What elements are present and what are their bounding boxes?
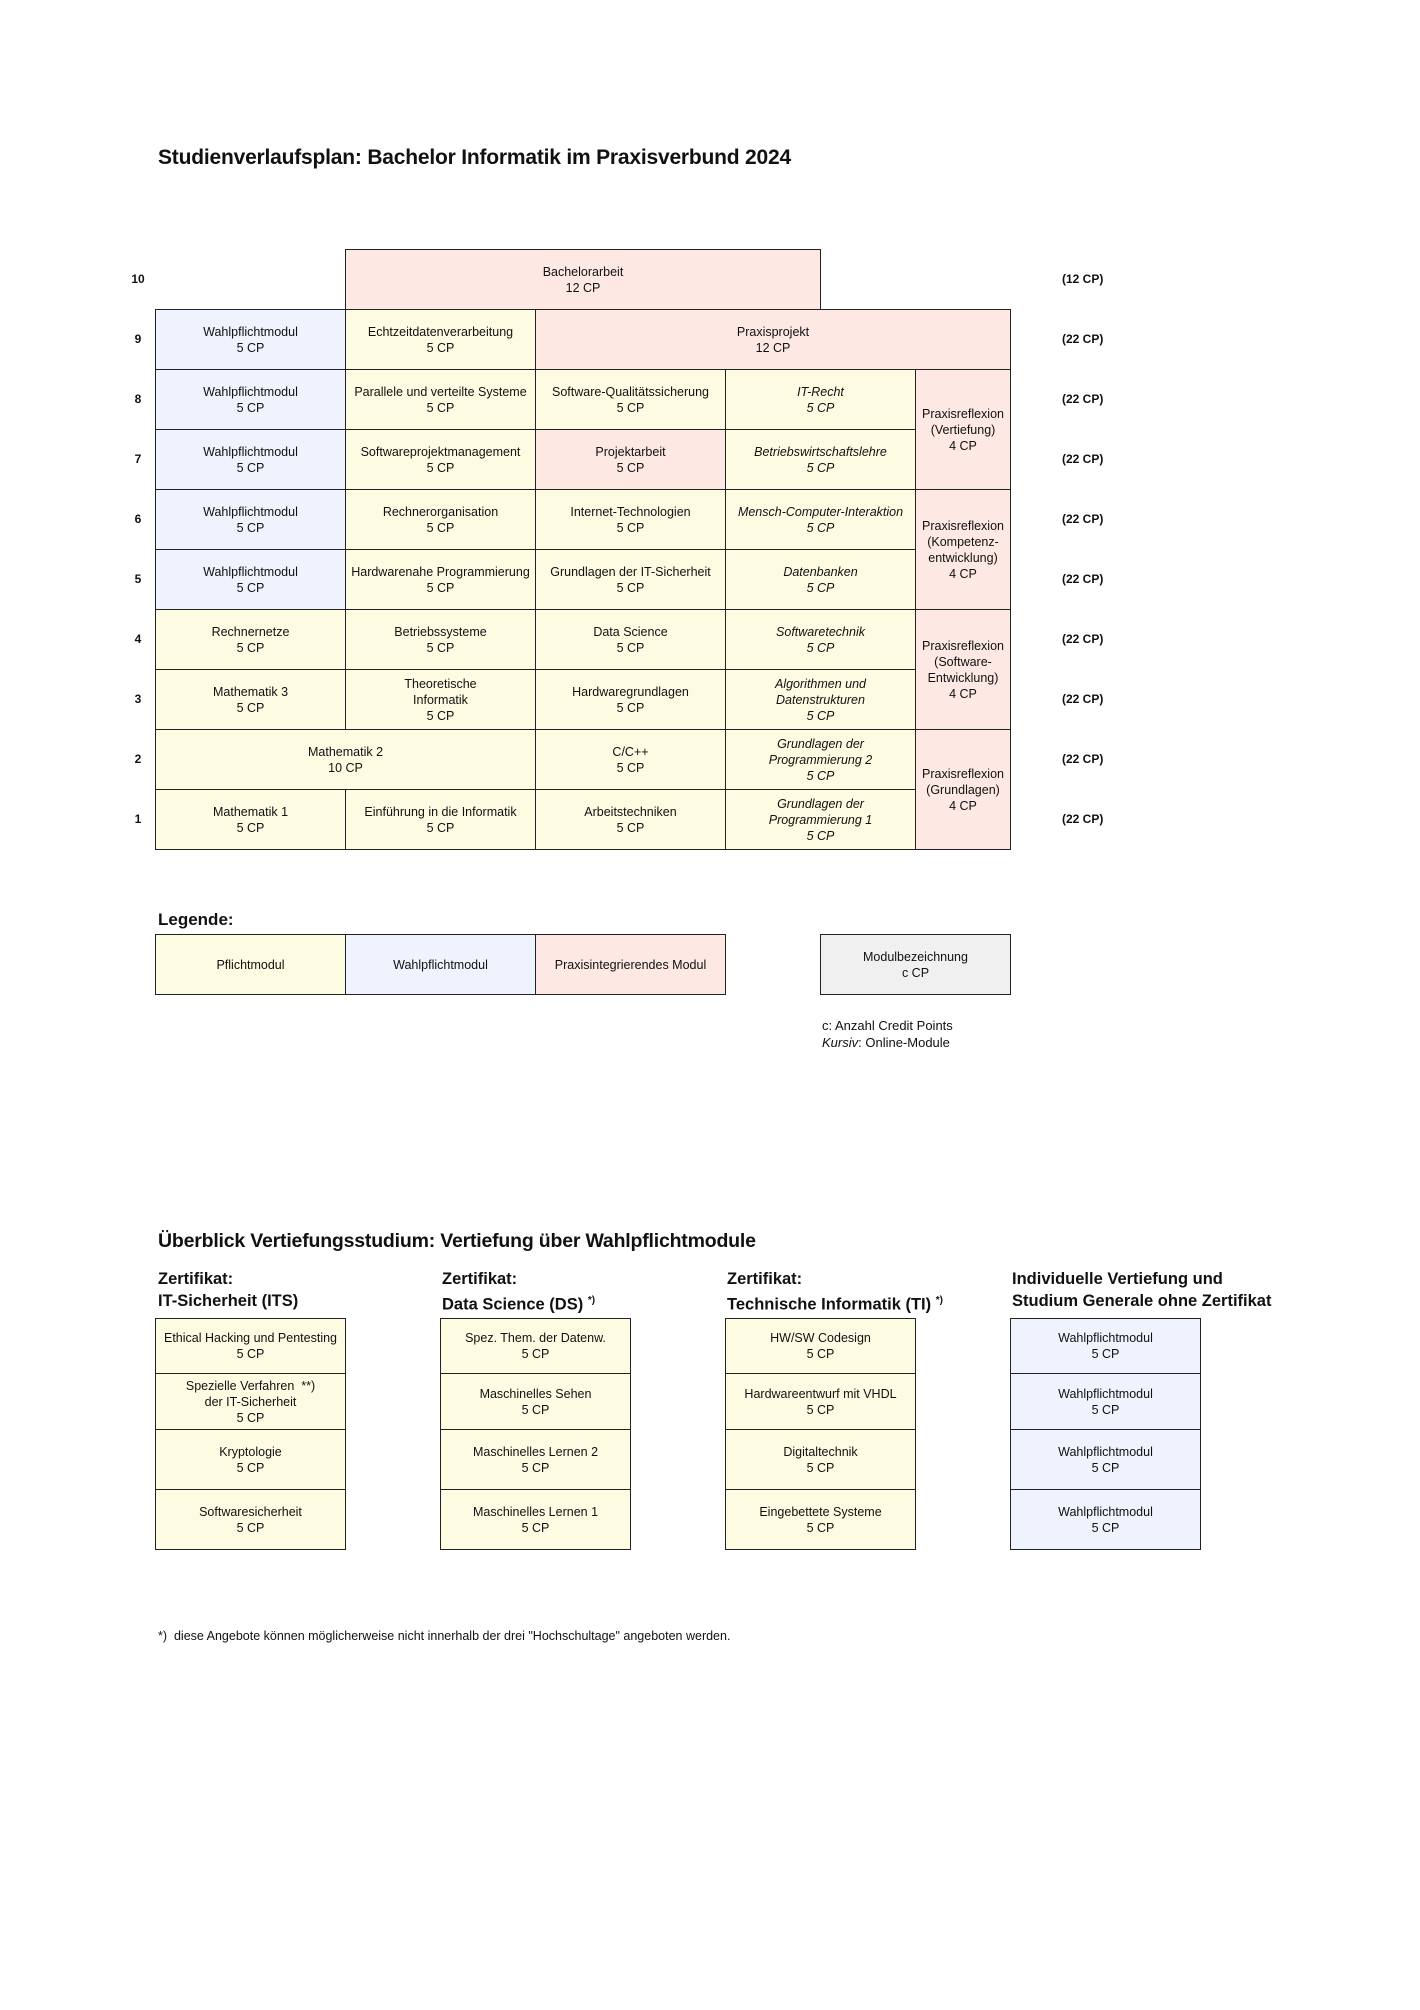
module-kryptologie	[155, 1429, 346, 1490]
module-rechnernetze	[155, 609, 346, 670]
module-cp: 5 CP	[806, 400, 835, 415]
module-grundlagen-it-sicherheit	[535, 549, 726, 610]
cert-header-ds	[442, 1268, 595, 1316]
module-cp: 5 CP	[236, 400, 265, 415]
cert-header-line: Individuelle Vertiefung und	[1012, 1270, 1223, 1288]
module-name: Praxisreflexion	[922, 638, 1004, 653]
semester-number: 4	[134, 632, 142, 646]
module-name: Wahlpflichtmodul	[203, 324, 298, 339]
module-name: Entwicklung)	[927, 670, 999, 685]
cert-header-line: Zertifikat:	[442, 1270, 518, 1288]
module-name: IT-Recht	[797, 384, 844, 399]
module-cp: 5 CP	[426, 820, 455, 835]
cert-header-individuell	[1012, 1268, 1271, 1312]
module-cp: 5 CP	[806, 708, 835, 723]
module-maschinelles-lernen-1	[440, 1489, 631, 1550]
semester-number: 3	[134, 692, 142, 706]
module-mathematik-1	[155, 789, 346, 850]
legend-label: Pflichtmodul	[216, 957, 285, 972]
module-cp: 5 CP	[236, 520, 265, 535]
module-name: Praxisprojekt	[736, 324, 810, 339]
legend-note-online	[822, 1034, 950, 1051]
module-name: (Grundlagen)	[926, 782, 1000, 797]
module-wahlpflicht	[155, 549, 346, 610]
module-hw-sw-codesign	[725, 1318, 916, 1374]
module-wahlpflicht	[155, 429, 346, 490]
module-name: der IT-Sicherheit	[204, 1394, 297, 1409]
module-cp: 10 CP	[328, 760, 363, 775]
module-name: Projektarbeit	[595, 444, 666, 459]
module-cp: 5 CP	[236, 820, 265, 835]
module-wahlpflicht	[155, 489, 346, 550]
module-cp: 5 CP	[806, 1347, 835, 1361]
module-cp: 5 CP	[616, 820, 645, 835]
module-hardwaregrundlagen	[535, 669, 726, 730]
footnote-mark: *)	[587, 1295, 596, 1306]
semester-cp-sum: (22 CP)	[1062, 692, 1104, 706]
module-name: Algorithmen und	[774, 676, 867, 691]
module-name: Praxisreflexion	[922, 766, 1004, 781]
module-cp: 5 CP	[806, 768, 835, 783]
module-name: Betriebssysteme	[394, 624, 487, 639]
module-name: Grundlagen der	[777, 736, 864, 751]
module-arbeitstechniken	[535, 789, 726, 850]
module-name: Wahlpflichtmodul	[1058, 1504, 1153, 1519]
legend-wahlpflichtmodul	[345, 934, 536, 995]
module-cp: 5 CP	[616, 760, 645, 775]
module-cp: 5 CP	[236, 1460, 265, 1475]
module-name: Rechnernetze	[211, 624, 290, 639]
module-cp: 5 CP	[426, 708, 455, 723]
cert-header-line: Studium Generale ohne Zertifikat	[1012, 1292, 1272, 1310]
module-name: (Vertiefung)	[930, 422, 996, 437]
module-cp: 5 CP	[1091, 1347, 1120, 1361]
module-data-science	[535, 609, 726, 670]
module-wahlpflicht	[155, 309, 346, 370]
semester-number: 2	[134, 752, 142, 766]
module-cp: 5 CP	[806, 1460, 835, 1475]
module-name: Wahlpflichtmodul	[1058, 1386, 1153, 1401]
cert-header-line	[442, 1290, 595, 1316]
module-cp: 5 CP	[1091, 1520, 1120, 1535]
legend-sample-module	[820, 934, 1011, 995]
module-cp: 4 CP	[949, 566, 977, 581]
module-maschinelles-lernen-2	[440, 1429, 631, 1490]
module-theoretische-informatik	[345, 669, 536, 730]
module-name: Eingebettete Systeme	[759, 1504, 882, 1519]
module-name: Softwareprojektmanagement	[360, 444, 521, 459]
module-cp: 5 CP	[236, 700, 265, 715]
semester-cp-sum: (22 CP)	[1062, 452, 1104, 466]
module-praxisreflexion-grundlagen	[915, 729, 1011, 850]
module-projektarbeit	[535, 429, 726, 490]
legend-note-kursiv-text: : Online-Module	[858, 1035, 950, 1050]
module-cp: 5 CP	[616, 640, 645, 655]
module-cp: 5 CP	[236, 1347, 265, 1361]
legend-pflichtmodul	[155, 934, 346, 995]
cert-header-line: IT-Sicherheit (ITS)	[158, 1292, 299, 1310]
module-betriebswirtschaftslehre	[725, 429, 916, 490]
module-name: Mensch-Computer-Interaktion	[737, 504, 904, 519]
module-name: Programmierung 1	[768, 812, 873, 827]
semester-number: 8	[134, 392, 142, 406]
section-title-vertiefung: Überblick Vertiefungsstudium: Vertiefung über Wahlpflichtmodule	[158, 1230, 756, 1252]
module-mensch-computer-interaktion	[725, 489, 916, 550]
module-cp: 5 CP	[426, 400, 455, 415]
module-algorithmen-datenstrukturen	[725, 669, 916, 730]
module-mathematik-3	[155, 669, 346, 730]
module-name: Grundlagen der IT-Sicherheit	[550, 564, 711, 579]
module-cp: 5 CP	[806, 460, 835, 475]
module-name: Hardwarenahe Programmierung	[351, 564, 530, 579]
module-name: Parallele und verteilte Systeme	[354, 384, 527, 399]
module-rechnerorganisation	[345, 489, 536, 550]
module-name: Digitaltechnik	[783, 1444, 858, 1459]
module-name: entwicklung)	[928, 550, 998, 565]
module-wahlpflicht	[1010, 1318, 1201, 1374]
legend-label: c CP	[901, 965, 930, 980]
module-name: Grundlagen der	[777, 796, 864, 811]
module-name: Einführung in die Informatik	[364, 804, 517, 819]
module-name: Wahlpflichtmodul	[203, 564, 298, 579]
module-cp: 5 CP	[1091, 1460, 1120, 1475]
module-name: Rechnerorganisation	[382, 504, 499, 519]
module-cp: 5 CP	[806, 580, 835, 595]
semester-cp-sum: (22 CP)	[1062, 512, 1104, 526]
module-name: (Software-	[934, 654, 992, 669]
module-wahlpflicht	[155, 369, 346, 430]
module-name: Bachelorarbeit	[542, 264, 624, 279]
semester-number: 1	[134, 812, 142, 826]
module-name: Spezielle Verfahren **)	[185, 1378, 316, 1393]
module-cp: 5 CP	[426, 460, 455, 475]
module-name: Praxisreflexion	[922, 518, 1004, 533]
module-name: Maschinelles Lernen 2	[472, 1444, 599, 1459]
module-name: Kryptologie	[219, 1444, 282, 1459]
semester-cp-sum: (22 CP)	[1062, 392, 1104, 406]
module-ethical-hacking	[155, 1318, 346, 1374]
module-softwaresicherheit	[155, 1489, 346, 1550]
cert-header-text: Data Science (DS)	[442, 1295, 584, 1314]
module-name: Wahlpflichtmodul	[1058, 1444, 1153, 1459]
module-cp: 5 CP	[236, 1520, 265, 1535]
module-cp: 5 CP	[806, 1520, 835, 1535]
semester-cp-sum: (22 CP)	[1062, 632, 1104, 646]
module-name: Programmierung 2	[768, 752, 873, 767]
module-cp: 5 CP	[521, 1460, 550, 1475]
module-cp: 5 CP	[806, 1402, 835, 1417]
module-programmierung-2	[725, 729, 916, 790]
cert-header-text: Technische Informatik (TI)	[727, 1295, 932, 1314]
legend-note-kursiv-label: Kursiv	[822, 1035, 859, 1050]
module-name: Spez. Them. der Datenw.	[465, 1331, 606, 1345]
module-cp: 5 CP	[236, 340, 265, 355]
module-maschinelles-sehen	[440, 1373, 631, 1430]
semester-cp-sum: (12 CP)	[1062, 272, 1104, 286]
module-cp: 5 CP	[806, 640, 835, 655]
module-einfuehrung-informatik	[345, 789, 536, 850]
module-programmierung-1	[725, 789, 916, 850]
module-name: Datenbanken	[783, 564, 858, 579]
module-name: Mathematik 3	[212, 684, 289, 699]
module-name: Echtzeitdatenverarbeitung	[367, 324, 514, 339]
module-name: Betriebswirtschaftslehre	[754, 444, 887, 459]
module-name: Mathematik 1	[212, 804, 289, 819]
semester-cp-sum: (22 CP)	[1062, 332, 1104, 346]
module-cp: 5 CP	[426, 580, 455, 595]
module-cp: 5 CP	[236, 640, 265, 655]
module-name: Maschinelles Lernen 1	[472, 1504, 599, 1519]
cert-header-its	[158, 1268, 298, 1312]
module-cp: 4 CP	[949, 686, 977, 701]
module-praxisreflexion-kompetenz	[915, 489, 1011, 610]
module-cp: 5 CP	[521, 1520, 550, 1535]
module-cp: 5 CP	[616, 460, 645, 475]
module-cp: 5 CP	[806, 828, 835, 843]
legend-praxisintegrierend	[535, 934, 726, 995]
legend-label: Praxisintegrierendes Modul	[554, 957, 707, 972]
module-name: Software-Qualitätssicherung	[551, 384, 710, 399]
module-praxisreflexion-software	[915, 609, 1011, 730]
module-cp: 5 CP	[616, 580, 645, 595]
module-cp: 5 CP	[521, 1402, 550, 1417]
module-name: Arbeitstechniken	[584, 804, 677, 819]
cert-header-ti	[727, 1268, 943, 1316]
module-cp: 5 CP	[616, 520, 645, 535]
module-name: (Kompetenz-	[927, 534, 999, 549]
module-name: Softwaretechnik	[776, 624, 865, 639]
module-cp: 5 CP	[236, 1410, 265, 1425]
module-name: C/C++	[612, 744, 649, 759]
module-parallele-systeme	[345, 369, 536, 430]
module-name: Praxisreflexion	[922, 406, 1004, 421]
module-cp: 5 CP	[1091, 1402, 1120, 1417]
module-eingebettete-systeme	[725, 1489, 916, 1550]
semester-cp-sum: (22 CP)	[1062, 812, 1104, 826]
module-c-cpp	[535, 729, 726, 790]
module-cp: 4 CP	[949, 798, 977, 813]
module-hardwareentwurf-vhdl	[725, 1373, 916, 1430]
module-name: HW/SW Codesign	[770, 1331, 871, 1345]
module-name: Theoretische	[404, 676, 477, 691]
page-title: Studienverlaufsplan: Bachelor Informatik im Praxisverbund 2024	[158, 146, 791, 169]
semester-number: 6	[134, 512, 142, 526]
module-cp: 12 CP	[755, 340, 791, 355]
module-softwaretechnik	[725, 609, 916, 670]
module-cp: 4 CP	[949, 438, 977, 453]
module-name: Wahlpflichtmodul	[203, 384, 298, 399]
module-name: Softwaresicherheit	[199, 1504, 302, 1519]
module-praxisprojekt	[535, 309, 1011, 370]
module-softwareprojektmanagement	[345, 429, 536, 490]
footnote: *) diese Angebote können möglicherweise nicht innerhalb der drei "Hochschultage" angeboten werden.	[158, 1629, 731, 1643]
module-cp: 5 CP	[616, 700, 645, 715]
module-wahlpflicht	[1010, 1489, 1201, 1550]
semester-number: 10	[131, 272, 145, 286]
module-name: Data Science	[593, 624, 668, 639]
module-cp: 12 CP	[565, 280, 601, 295]
semester-cp-sum: (22 CP)	[1062, 572, 1104, 586]
module-name: Ethical Hacking und Pentesting	[163, 1331, 338, 1345]
module-cp: 5 CP	[426, 520, 455, 535]
module-bachelorarbeit	[345, 249, 821, 310]
module-name: Informatik	[413, 692, 468, 707]
module-name: Datenstrukturen	[776, 692, 865, 707]
module-name: Mathematik 2	[307, 744, 384, 759]
module-praxisreflexion-vertiefung	[915, 369, 1011, 490]
module-internet-technologien	[535, 489, 726, 550]
module-software-qualitaetssicherung	[535, 369, 726, 430]
module-cp: 5 CP	[806, 520, 835, 535]
cert-header-line: Zertifikat:	[158, 1270, 234, 1288]
module-name: Hardwareentwurf mit VHDL	[744, 1386, 897, 1401]
semester-cp-sum: (22 CP)	[1062, 752, 1104, 766]
semester-number: 7	[134, 452, 142, 466]
module-cp: 5 CP	[236, 460, 265, 475]
module-echtzeitdatenverarbeitung	[345, 309, 536, 370]
cert-header-line: Zertifikat:	[727, 1270, 803, 1288]
module-digitaltechnik	[725, 1429, 916, 1490]
cert-header-line	[727, 1290, 943, 1316]
module-hardwarenahe-programmierung	[345, 549, 536, 610]
footnote-mark: *)	[935, 1295, 943, 1306]
module-name: Wahlpflichtmodul	[1058, 1331, 1153, 1345]
legend-note-cp: c: Anzahl Credit Points	[822, 1018, 953, 1033]
module-wahlpflicht	[1010, 1373, 1201, 1430]
module-cp: 5 CP	[616, 400, 645, 415]
module-cp: 5 CP	[426, 640, 455, 655]
module-cp: 5 CP	[426, 340, 455, 355]
legend-title: Legende:	[158, 910, 234, 929]
module-cp: 5 CP	[236, 580, 265, 595]
module-name: Wahlpflichtmodul	[203, 444, 298, 459]
module-name: Wahlpflichtmodul	[203, 504, 298, 519]
module-betriebssysteme	[345, 609, 536, 670]
module-spez-them-datenw	[440, 1318, 631, 1374]
legend-label: Wahlpflichtmodul	[393, 957, 488, 972]
module-mathematik-2	[155, 729, 536, 790]
semester-number: 5	[134, 572, 142, 586]
module-it-recht	[725, 369, 916, 430]
semester-number: 9	[134, 332, 142, 346]
module-spezielle-verfahren	[155, 1373, 346, 1430]
module-wahlpflicht	[1010, 1429, 1201, 1490]
legend-label: Modulbezeichnung	[863, 949, 968, 964]
module-cp: 5 CP	[521, 1347, 550, 1361]
module-name: Maschinelles Sehen	[479, 1386, 592, 1401]
module-name: Internet-Technologien	[570, 504, 691, 519]
module-name: Hardwaregrundlagen	[572, 684, 689, 699]
module-datenbanken	[725, 549, 916, 610]
